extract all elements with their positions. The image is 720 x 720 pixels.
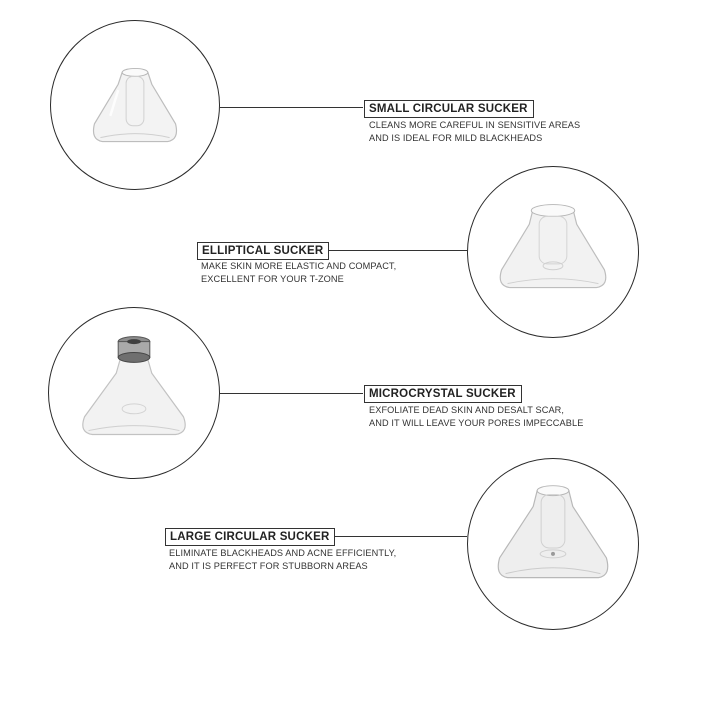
elliptical-sucker-description bbox=[201, 260, 396, 285]
large-circular-sucker-desc-line2: AND IT IS PERFECT FOR STUBBORN AREAS bbox=[169, 560, 368, 571]
small-circular-sucker-title: SMALL CIRCULAR SUCKER bbox=[364, 100, 534, 118]
microcrystal-sucker-title: MICROCRYSTAL SUCKER bbox=[364, 385, 522, 403]
elliptical-sucker-circle bbox=[467, 166, 639, 338]
microcrystal-sucker-image bbox=[49, 308, 219, 478]
microcrystal-sucker-description bbox=[369, 404, 583, 429]
microcrystal-sucker-desc-line1: EXFOLIATE DEAD SKIN AND DESALT SCAR, bbox=[369, 405, 565, 415]
elliptical-sucker-title: ELLIPTICAL SUCKER bbox=[197, 242, 329, 260]
large-circular-sucker-image bbox=[468, 459, 638, 629]
elliptical-sucker-image bbox=[468, 167, 638, 337]
elliptical-sucker-desc-line1: MAKE SKIN MORE ELASTIC AND COMPACT, bbox=[201, 261, 397, 271]
microcrystal-sucker-desc-line2: AND IT WILL LEAVE YOUR PORES IMPECCABLE bbox=[369, 417, 584, 428]
small-circular-sucker-image bbox=[51, 21, 219, 189]
microcrystal-sucker-circle bbox=[48, 307, 220, 479]
large-circular-sucker-description bbox=[169, 547, 396, 572]
large-circular-sucker-circle bbox=[467, 458, 639, 630]
elliptical-sucker-desc-line2: EXCELLENT FOR YOUR T-ZONE bbox=[201, 273, 344, 284]
large-circular-sucker-title: LARGE CIRCULAR SUCKER bbox=[165, 528, 335, 546]
small-circular-sucker-desc-line2: AND IS IDEAL FOR MILD BLACKHEADS bbox=[369, 132, 543, 143]
elliptical-sucker-connector bbox=[318, 250, 467, 251]
large-circular-sucker-connector bbox=[318, 536, 467, 537]
small-circular-sucker-connector bbox=[220, 107, 363, 108]
small-circular-sucker-description bbox=[369, 119, 580, 144]
microcrystal-sucker-connector bbox=[220, 393, 363, 394]
large-circular-sucker-desc-line1: ELIMINATE BLACKHEADS AND ACNE EFFICIENTLY, bbox=[169, 548, 397, 558]
small-circular-sucker-desc-line1: CLEANS MORE CAREFUL IN SENSITIVE AREAS bbox=[369, 120, 581, 130]
small-circular-sucker-circle bbox=[50, 20, 220, 190]
